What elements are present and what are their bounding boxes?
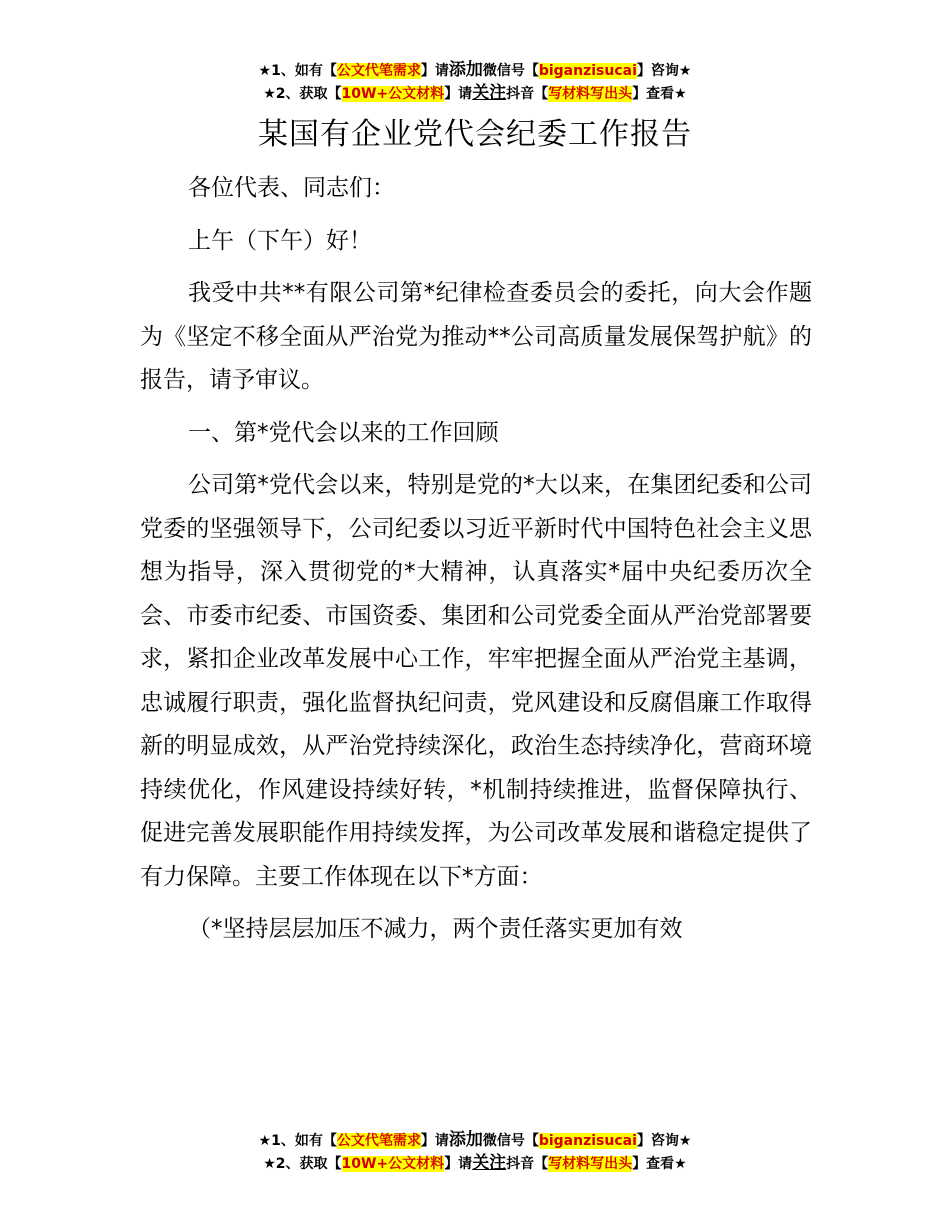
promo-text: 】查看★ [632,1156,687,1172]
promo-text: 】请 [420,1133,449,1149]
document-body [140,167,812,961]
promo-highlight: 10W+公文材料 [341,1156,445,1172]
promo-emphasis: 关注 [472,1153,507,1173]
promo-douyin-id: 写材料写出头 [548,86,633,102]
promo-text: 】请 [444,1156,473,1172]
promo-highlight: 公文代笔需求 [336,63,421,79]
paragraph-greeting: 上午（下午）好！ [188,227,372,254]
promo-text: ★1、如有【 [258,1133,337,1149]
promo-text: 微信号【 [482,1133,539,1149]
promo-text: 】查看★ [632,86,687,102]
promo-text: 抖音【 [506,1156,549,1172]
promo-text: 】咨询★ [636,1133,692,1149]
promo-wechat-id: biganzisucai [538,63,637,79]
promo-text: 】请 [420,63,449,79]
promo-text: ★2、获取【 [263,1156,342,1172]
promo-douyin-id: 写材料写出头 [548,1156,633,1172]
promo-text: 抖音【 [506,86,549,102]
promo-text: ★2、获取【 [263,86,342,102]
subsection-heading: （*坚持层层加压不减力，两个责任落实更加有效 [188,916,683,942]
paragraph-review: 公司第*党代会以来，特别是党的*大以来，在集团纪委和公司党委的坚强领导下，公司纪委以习近平新时代中国特色社会主义思想为指导，深入贯彻党的*大精神，认真落实*届中央纪委历次全会、市委市纪委、市国资委、集团和公司党委全面从严治党部署要求，紧扣企业改革发展中心工作，牢牢把握全面从严治党主基调，忠诚履行职责，强化监督执纪问责，党风建设和反腐倡廉工作取得新的明显成效，从严治党持续深化，政治生态持续净化，营商环境持续优化，作风建设持续好转，*机制持续推进，监督保障执行、促进完善发展职能作用持续发挥，为公司改革发展和谐稳定提供了有力保障。主要工作体现在以下*方面： [140,472,812,890]
promo-wechat-id: biganzisucai [538,1133,637,1149]
paragraph-intro: 我受中共**有限公司第*纪律检查委员会的委托，向大会作题为《坚定不移全面从严治党为推动**公司高质量发展保驾护航》的报告，请予审议。 [140,280,812,393]
promo-line-1 [0,1129,950,1152]
promo-line-2 [0,82,950,105]
promo-text: 微信号【 [482,63,539,79]
section-heading: 一、第*党代会以来的工作回顾 [188,419,499,446]
document-title: 某国有企业党代会纪委工作报告 [258,117,692,152]
promo-text: 】请 [444,86,473,102]
promo-text: ★1、如有【 [258,63,337,79]
promo-line-1 [0,59,950,82]
promo-text: 】咨询★ [636,63,692,79]
footer-promo-banner [0,1129,950,1175]
promo-emphasis: 添加 [448,60,483,80]
paragraph-salutation: 各位代表、同志们： [188,175,395,201]
promo-highlight: 公文代笔需求 [336,1133,421,1149]
promo-line-2 [0,1152,950,1175]
header-promo-banner [0,59,950,105]
promo-highlight: 10W+公文材料 [341,86,445,102]
promo-emphasis: 添加 [448,1130,483,1150]
promo-emphasis: 关注 [472,83,507,103]
